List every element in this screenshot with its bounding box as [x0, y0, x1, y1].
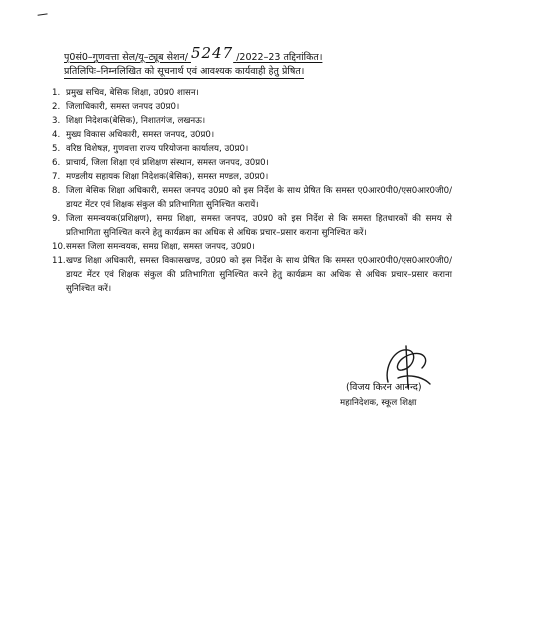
item-text: खण्ड शिक्षा अधिकारी, समस्त विकासखण्ड, उ0प्र0 को इस निर्देश के साथ प्रेषित कि समस्त ए0आर0पी0/एस0आर0जी0/डायट मेंटर एवं शिक्षक संकुल की प्रतिभागिता सुनिश्चित करने हेतु कार्यक्रम का अधिक से अधिक प्रचार–प्रसार कराना सुनिश्चित करें।	[66, 256, 452, 294]
list-item	[52, 184, 452, 212]
item-text: समस्त जिला समन्वयक, समग्र शिक्षा, समस्त जनपद, उ0प्र0।	[66, 242, 255, 252]
item-text: मुख्य विकास अधिकारी, समस्त जनपद, उ0प्र0।	[66, 130, 215, 140]
item-number: 6.	[52, 158, 61, 168]
list-item	[52, 86, 452, 100]
signatory-title: महानिदेशक, स्कूल शिक्षा	[340, 398, 417, 408]
copy-to-heading: प्रतिलिपिः–निम्नलिखित को सूचनार्थ एवं आवश्यक कार्यवाही हेतु प्रेषित।	[64, 66, 305, 77]
item-number: 2.	[52, 102, 61, 112]
item-text: जिला बेसिक शिक्षा अधिकारी, समस्त जनपद उ0प्र0 को इस निर्देश के साथ प्रेषित कि समस्त ए0आर0पी0/एस0आर0जी0/डायट मेंटर एवं शिक्षक संकुल की प्रतिभागिता सुनिश्चित करायें।	[66, 186, 452, 210]
reference-line	[64, 46, 322, 64]
item-text: जिलाधिकारी, समस्त जनपद उ0प्र0।	[66, 102, 180, 112]
item-number: 11.	[52, 256, 66, 266]
item-text: जिला समन्वयक(प्रशिक्षण), समग्र शिक्षा, समस्त जनपद, उ0प्र0 को इस निर्देश से कि समस्त हितधारकों की समय से प्रतिभागिता सुनिश्चित करने हेतु कार्यक्रम का अधिक से अधिक प्रचार–प्रसार कराना सुनिश्चित करें।	[66, 214, 452, 238]
list-item	[52, 170, 452, 184]
reference-prefix: पृ0सं0–गुणवत्ता सेल/यू–ट्यूब सेशन/	[64, 52, 188, 63]
list-item	[52, 100, 452, 114]
item-number: 8.	[52, 186, 61, 196]
list-item	[52, 128, 452, 142]
item-number: 7.	[52, 172, 61, 182]
item-number: 4.	[52, 130, 61, 140]
item-number: 5.	[52, 144, 61, 154]
handwritten-reference-number: 5247	[191, 44, 234, 62]
item-text: वरिष्ठ विशेषज्ञ, गुणवत्ता राज्य परियोजना कार्यालय, उ0प्र0।	[66, 144, 249, 154]
list-item	[52, 254, 452, 296]
list-item	[52, 114, 452, 128]
item-text: प्रमुख सचिव, बेसिक शिक्षा, उ0प्र0 शासन।	[66, 88, 199, 98]
item-text: शिक्षा निदेशक(बेसिक), निशातगंज, लखनऊ।	[66, 116, 206, 126]
corner-pen-mark	[38, 13, 49, 21]
item-text: मण्डलीय सहायक शिक्षा निदेशक(बेसिक), समस्त मण्डल, उ0प्र0।	[66, 172, 269, 182]
list-item	[52, 142, 452, 156]
list-item	[52, 212, 452, 240]
item-number: 10.	[52, 242, 66, 252]
list-item	[52, 156, 452, 170]
item-number: 1.	[52, 88, 61, 98]
item-number: 9.	[52, 214, 61, 224]
item-text: प्राचार्य, जिला शिक्षा एवं प्रशिक्षण संस्थान, समस्त जनपद, उ0प्र0।	[66, 158, 269, 168]
reference-suffix: /2022–23 तद्दिनांकित।	[236, 52, 323, 63]
recipient-list	[52, 86, 452, 296]
signatory-name: (विजय किरन आनन्द)	[346, 382, 422, 393]
item-number: 3.	[52, 116, 61, 126]
list-item	[52, 240, 452, 254]
